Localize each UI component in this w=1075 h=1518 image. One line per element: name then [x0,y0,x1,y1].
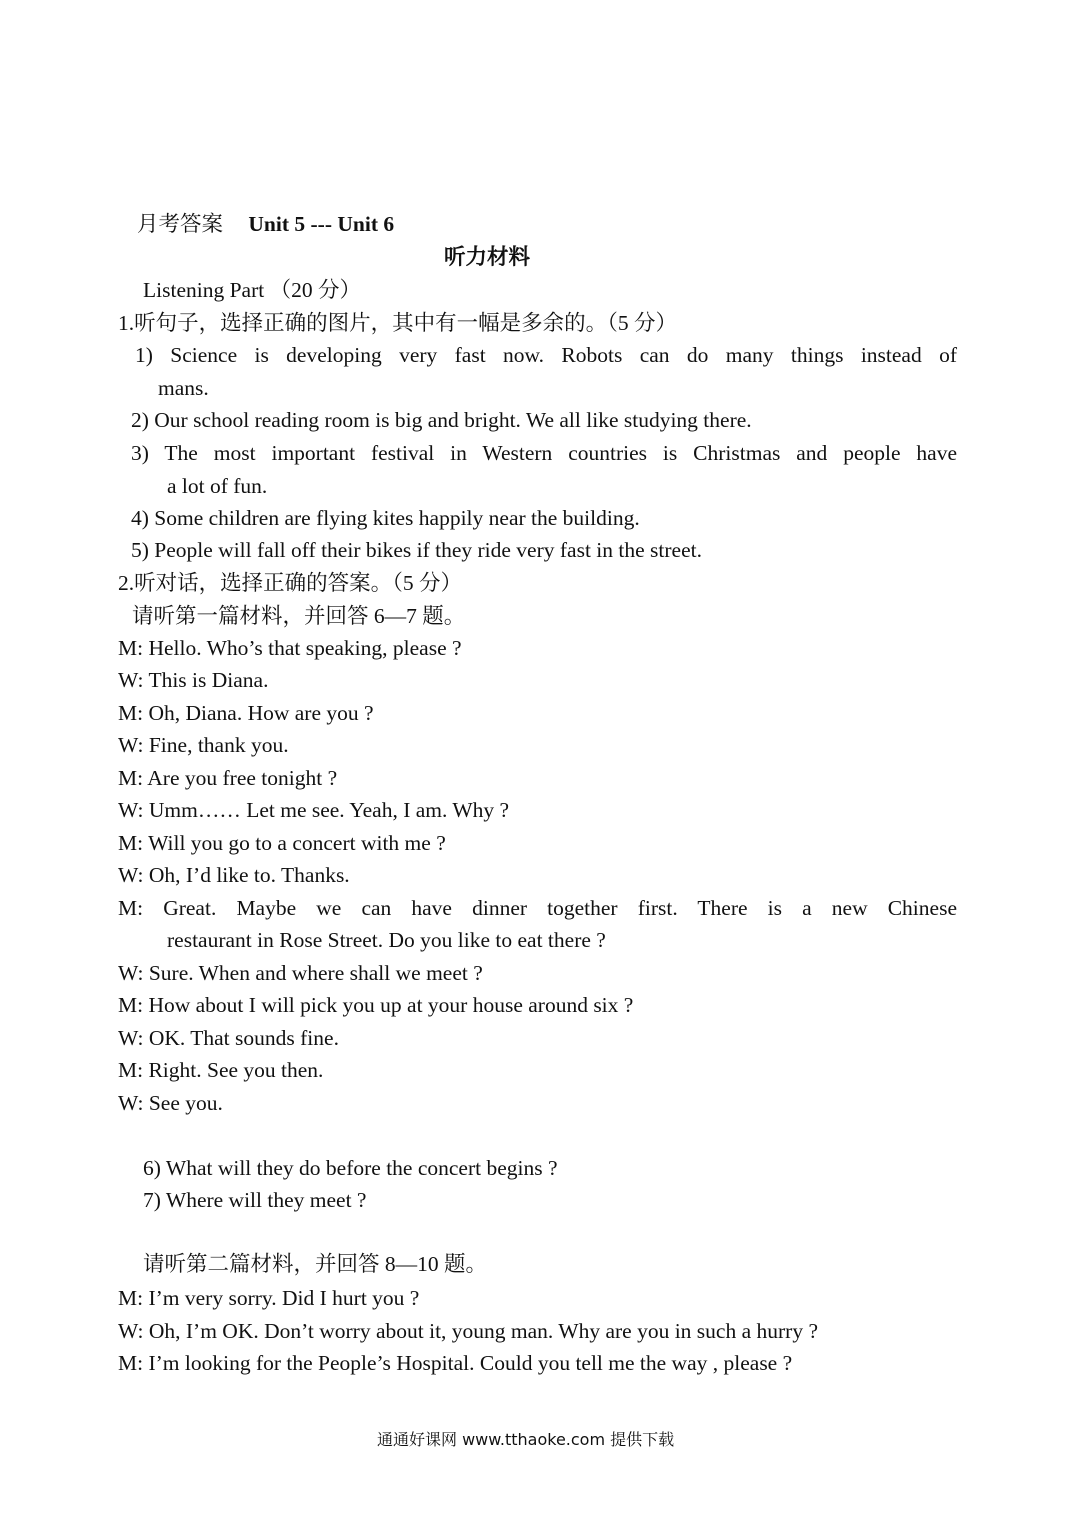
dialogue1-line: M: How about I will pick you up at your house around six ? [118,993,634,1017]
part1-item-3-cont: a lot of fun. [167,474,268,498]
part1-item-5: 5) People will fall off their bikes if they ride very fast in the street. [131,538,702,562]
page-footer: 通通好课网 www.tthaoke.com 提供下载 [377,1430,675,1449]
dialogue1-line-cont: restaurant in Rose Street. Do you like to eat there ? [167,928,606,952]
listening-part-label: Listening Part （20 分） [143,278,361,302]
part2-heading: 2.听对话，选择正确的答案。（5 分） [118,571,463,595]
dialogue1-line: M: Great. Maybe we can have dinner together first. There is a new Chinese [118,896,957,920]
dialogue1-line: M: Are you free tonight ? [118,766,338,790]
dialogue1-line: W: Fine, thank you. [118,733,289,757]
dialogue1-line: M: Will you go to a concert with me ? [118,831,446,855]
dialogue1-line: M: Right. See you then. [118,1058,324,1082]
part1-heading: 1.听句子，选择正确的图片，其中有一幅是多余的。（5 分） [118,311,678,335]
part1-item-2: 2) Our school reading room is big and bright. We all like studying there. [131,408,752,432]
part1-item-4: 4) Some children are flying kites happily near the building. [131,506,640,530]
section-title: 听力材料 [444,245,531,269]
passage2-intro: 请听第二篇材料，并回答 8—10 题。 [143,1252,488,1276]
part1-item-1-cont: mans. [158,376,209,400]
dialogue2-line: W: Oh, I’m OK. Don’t worry about it, young man. Why are you in such a hurry ? [118,1319,818,1343]
exam-label: 月考答案 [137,212,224,236]
dialogue1-line: W: Sure. When and where shall we meet ? [118,961,483,985]
unit-range: Unit 5 --- Unit 6 [248,212,395,236]
dialogue1-line: W: OK. That sounds fine. [118,1026,339,1050]
passage1-intro: 请听第一篇材料，并回答 6—7 题。 [132,604,466,628]
dialogue2-line: M: I’m looking for the People’s Hospital. Could you tell me the way , please ? [118,1351,793,1375]
dialogue1-line: W: This is Diana. [118,668,269,692]
dialogue2-line: M: I’m very sorry. Did I hurt you ? [118,1286,420,1310]
question-7: 7) Where will they meet ? [143,1188,367,1212]
dialogue1-line: W: See you. [118,1091,223,1115]
part1-item-3: 3) The most important festival in Western countries is Christmas and people have [131,441,957,465]
dialogue1-line: W: Umm…… Let me see. Yeah, I am. Why ? [118,798,510,822]
question-6: 6) What will they do before the concert begins ? [143,1156,558,1180]
dialogue1-line: M: Oh, Diana. How are you ? [118,701,374,725]
dialogue1-line: W: Oh, I’d like to. Thanks. [118,863,350,887]
exam-header [137,214,394,236]
dialogue1-line: M: Hello. Who’s that speaking, please ? [118,636,462,660]
part1-item-1: 1) Science is developing very fast now. Robots can do many things instead of [135,343,957,367]
